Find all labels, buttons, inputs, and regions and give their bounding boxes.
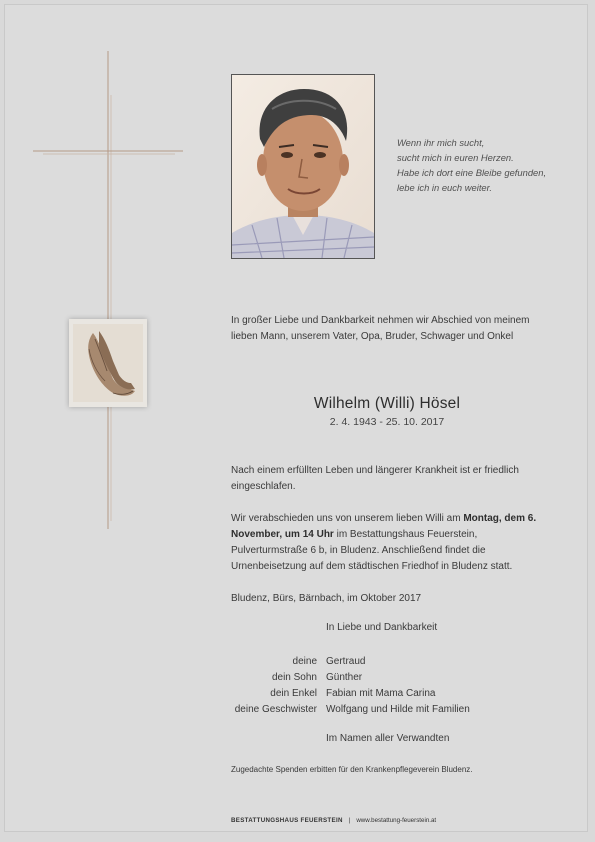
gratitude-line: In Liebe und Dankbarkeit xyxy=(326,622,438,633)
donation-note: Zugedachte Spenden erbitten für den Krankenpflegeverein Bludenz. xyxy=(231,765,473,774)
mourner-names: Gertraud xyxy=(326,656,366,667)
farewell-date: Montag, dem 6. November, um 14 Uhr xyxy=(231,513,537,540)
poem xyxy=(397,135,587,195)
mourner-relation: deine xyxy=(292,656,317,667)
mourner-row xyxy=(215,686,470,702)
deceased-name: Wilhelm (Willi) Hösel xyxy=(313,395,461,412)
farewell-text-end: im Bestattungshaus Feuerstein, Pulverturmstraße 6 b, in Bludenz. Anschließend findet die Urnenbeisetzung auf dem städtischen Friedhof in Bludenz statt. xyxy=(231,529,513,572)
mourner-row xyxy=(215,702,470,718)
website-link[interactable]: www.bestattung-feuerstein.at xyxy=(356,817,437,824)
relatives-line: Im Namen aller Verwandten xyxy=(326,733,450,744)
farewell-text xyxy=(231,511,549,575)
mourner-row xyxy=(215,670,470,686)
footer-separator: | xyxy=(348,817,351,824)
praying-hands-icon xyxy=(69,319,147,407)
poem-line: sucht mich in euren Herzen. xyxy=(397,152,514,163)
mourner-names: Fabian mit Mama Carina xyxy=(326,688,436,699)
mourner-relation: dein Sohn xyxy=(271,672,317,683)
funeral-home-name: BESTATTUNGSHAUS FEUERSTEIN xyxy=(231,817,343,824)
mourner-row xyxy=(215,654,470,670)
mourner-names: Wolfgang und Hilde mit Familien xyxy=(326,704,470,715)
mourners-list xyxy=(215,654,470,718)
mourner-relation: dein Enkel xyxy=(270,688,317,699)
intro-text: In großer Liebe und Dankbarkeit nehmen wir Abschied von meinem lieben Mann, unserem Vater, Opa, Bruder, Schwager und Onkel xyxy=(231,315,530,342)
poem-line: Habe ich dort eine Bleibe gefunden, xyxy=(397,167,547,178)
cross-icon xyxy=(33,51,183,531)
life-dates: 2. 4. 1943 - 25. 10. 2017 xyxy=(329,416,445,428)
mourner-relation: deine Geschwister xyxy=(234,704,317,715)
mourner-names: Günther xyxy=(326,672,363,683)
passing-text: Nach einem erfüllten Leben und längerer Krankheit ist er friedlich eingeschlafen. xyxy=(231,465,519,492)
poem-line: Wenn ihr mich sucht, xyxy=(397,137,485,148)
footer xyxy=(231,817,436,824)
obituary-page xyxy=(4,4,588,832)
portrait-photo xyxy=(231,74,375,259)
place-date: Bludenz, Bürs, Bärnbach, im Oktober 2017 xyxy=(231,593,422,604)
poem-line: lebe ich in euch weiter. xyxy=(397,182,493,193)
farewell-text-start: Wir verabschieden uns von unserem lieben Willi am xyxy=(231,513,464,524)
